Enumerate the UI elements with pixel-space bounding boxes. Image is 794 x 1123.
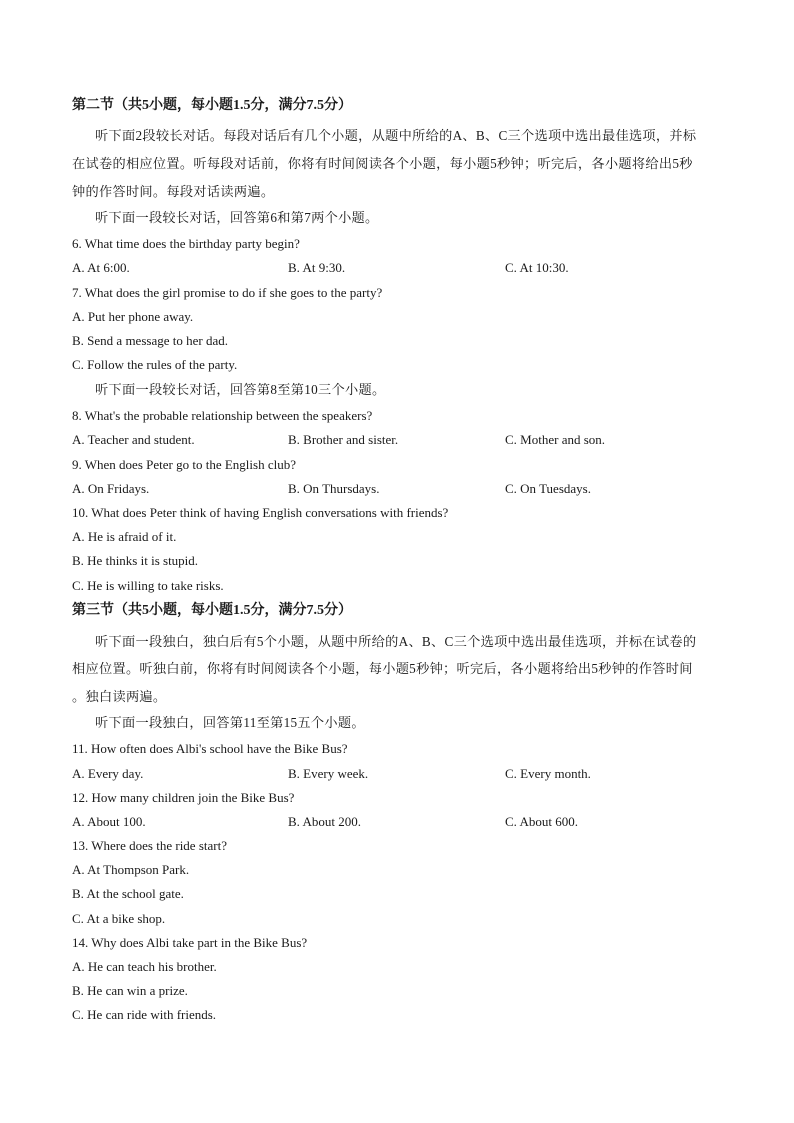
section3-heading: 第三节（共5小题，每小题1.5分，满分7.5分） (72, 603, 352, 618)
section3-group-intro: 听下面一段独白，回答第11至第15五个小题。 (95, 715, 365, 730)
question-12-option-c[interactable]: C. About 600. (505, 814, 578, 829)
question-11-option-c[interactable]: C. Every month. (505, 766, 591, 781)
question-7-stem: 7. What does the girl promise to do if she goes to the party? (72, 285, 383, 300)
question-7-option-a[interactable]: A. Put her phone away. (72, 309, 194, 324)
section3-instruction-line-3: 。独白读两遍。 (72, 689, 167, 704)
question-7-option-b[interactable]: B. Send a message to her dad. (72, 333, 228, 348)
question-11-option-b[interactable]: B. Every week. (288, 766, 369, 781)
question-10-option-a[interactable]: A. He is afraid of it. (72, 529, 177, 544)
section2-instruction-line-2: 在试卷的相应位置。听每段对话前，你将有时间阅读各个小题，每小题5秒钟；听完后，各小题将给出5秒 (72, 156, 693, 171)
question-8-option-c[interactable]: C. Mother and son. (505, 432, 606, 447)
question-11-option-a[interactable]: A. Every day. (72, 766, 144, 781)
question-14-option-a[interactable]: A. He can teach his brother. (72, 959, 217, 974)
question-13-stem: 13. Where does the ride start? (72, 838, 227, 853)
group1-intro: 听下面一段较长对话，回答第6和第7两个小题。 (95, 210, 379, 225)
question-8-option-a[interactable]: A. Teacher and student. (72, 432, 195, 447)
question-10-stem: 10. What does Peter think of having English conversations with friends? (72, 505, 449, 520)
question-10-option-c[interactable]: C. He is willing to take risks. (72, 578, 224, 593)
question-12-stem: 12. How many children join the Bike Bus? (72, 790, 295, 805)
question-13-option-a[interactable]: A. At Thompson Park. (72, 862, 190, 877)
question-12-option-b[interactable]: B. About 200. (288, 814, 361, 829)
question-6-stem: 6. What time does the birthday party begin? (72, 236, 300, 251)
question-9-option-b[interactable]: B. On Thursdays. (288, 481, 380, 496)
question-13-option-c[interactable]: C. At a bike shop. (72, 911, 166, 926)
section2-heading: 第二节（共5小题，每小题1.5分，满分7.5分） (72, 98, 352, 113)
question-9-stem: 9. When does Peter go to the English club? (72, 457, 296, 472)
question-12-option-a[interactable]: A. About 100. (72, 814, 146, 829)
question-14-option-c[interactable]: C. He can ride with friends. (72, 1007, 217, 1022)
question-7-option-c[interactable]: C. Follow the rules of the party. (72, 357, 238, 372)
question-8-option-b[interactable]: B. Brother and sister. (288, 432, 399, 447)
question-9-option-a[interactable]: A. On Fridays. (72, 481, 150, 496)
question-6-option-a[interactable]: A. At 6:00. (72, 260, 130, 275)
section2-instruction-line-1: 听下面2段较长对话。每段对话后有几个小题，从题中所给的A、B、C三个选项中选出最佳选项，并标 (95, 128, 697, 143)
question-14-stem: 14. Why does Albi take part in the Bike Bus? (72, 935, 308, 950)
question-9-option-c[interactable]: C. On Tuesdays. (505, 481, 591, 496)
section3-instruction-line-1: 听下面一段独白，独白后有5个小题，从题中所给的A、B、C三个选项中选出最佳选项，并标在试卷的 (95, 634, 697, 649)
question-8-stem: 8. What's the probable relationship between the speakers? (72, 408, 373, 423)
question-13-option-b[interactable]: B. At the school gate. (72, 886, 184, 901)
group2-intro: 听下面一段较长对话，回答第8至第10三个小题。 (95, 382, 386, 397)
section3-instruction-line-2: 相应位置。听独白前，你将有时间阅读各个小题，每小题5秒钟；听完后，各小题将给出5秒钟的作答时间 (72, 661, 693, 676)
question-10-option-b[interactable]: B. He thinks it is stupid. (72, 553, 199, 568)
question-6-option-c[interactable]: C. At 10:30. (505, 260, 569, 275)
question-6-option-b[interactable]: B. At 9:30. (288, 260, 346, 275)
question-11-stem: 11. How often does Albi's school have the Bike Bus? (72, 741, 348, 756)
question-14-option-b[interactable]: B. He can win a prize. (72, 983, 188, 998)
section2-instruction-line-3: 钟的作答时间。每段对话读两遍。 (72, 184, 275, 199)
